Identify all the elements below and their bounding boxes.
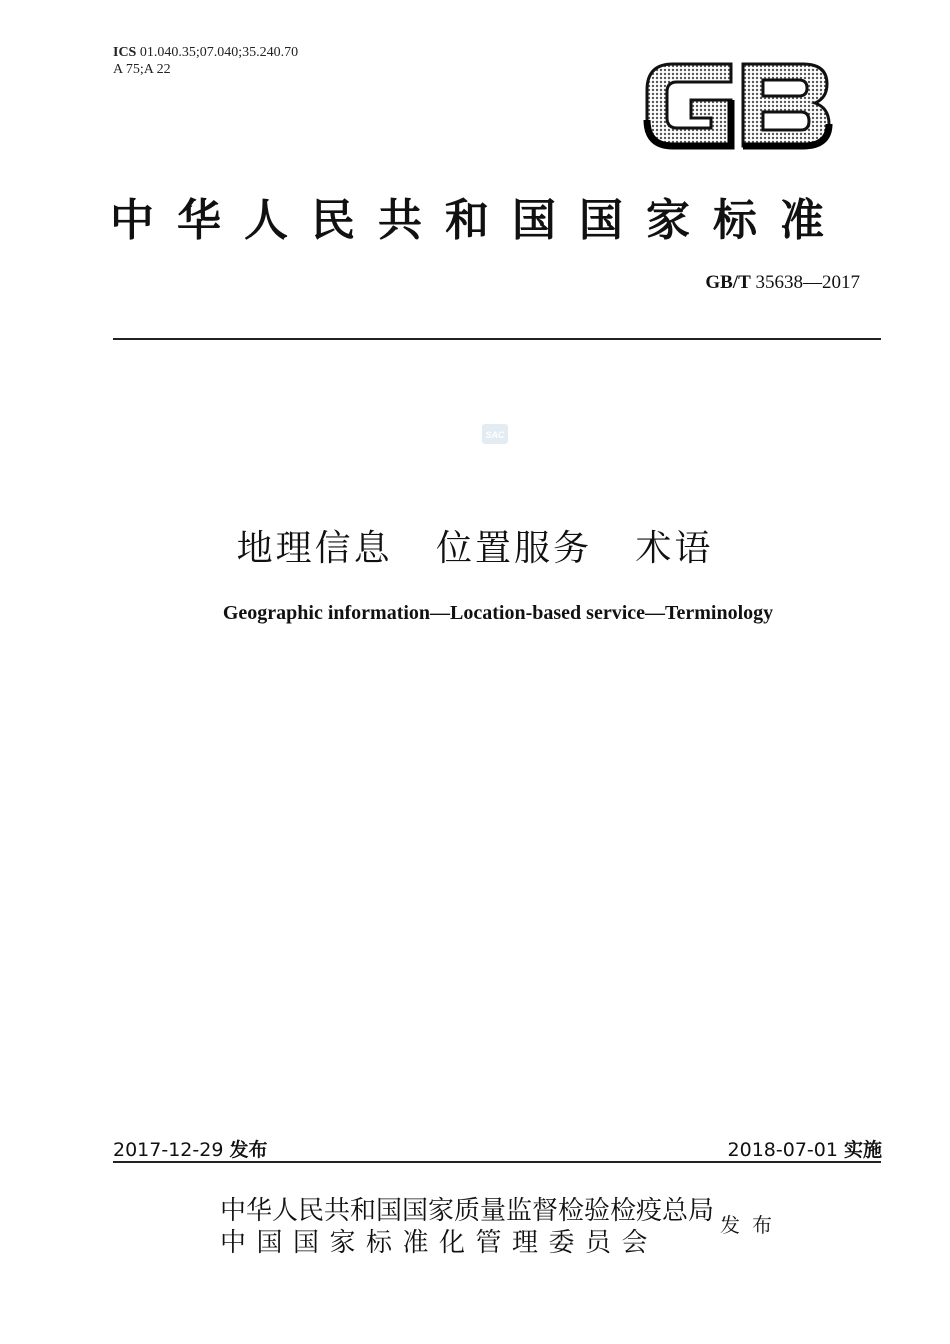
standard-number bbox=[620, 272, 860, 294]
top-divider bbox=[113, 338, 881, 340]
implementation-date bbox=[600, 1135, 882, 1162]
issuer-aqsiq: 中华人民共和国国家质量监督检验检疫总局 bbox=[220, 1196, 715, 1226]
ics-line bbox=[113, 44, 298, 61]
document-title-chinese: 地理信息 位置服务 术语 bbox=[236, 528, 714, 569]
gb-logo-icon bbox=[643, 56, 833, 154]
ics-label: ICS bbox=[113, 45, 137, 60]
issue-date-value: 2017-12-29 bbox=[113, 1139, 224, 1161]
sac-watermark-text: SAC bbox=[485, 430, 505, 440]
implementation-date-label: 实施 bbox=[843, 1139, 882, 1161]
issue-date bbox=[113, 1135, 267, 1162]
standard-number-prefix: GB/T bbox=[705, 272, 751, 293]
sac-watermark-icon bbox=[481, 423, 509, 445]
national-standard-title: 中华人民共和国国家标准 bbox=[110, 195, 847, 246]
ccs-codes: A 75;A 22 bbox=[113, 62, 171, 77]
document-title-english: Geographic information—Location-based service—Terminology bbox=[222, 602, 774, 624]
bottom-divider bbox=[113, 1161, 881, 1163]
issue-date-label: 发布 bbox=[229, 1139, 268, 1161]
ics-codes: 01.040.35;07.040;35.240.70 bbox=[139, 45, 299, 60]
implementation-date-value: 2018-07-01 bbox=[727, 1139, 838, 1161]
issuer-sac: 中国国家标准化管理委员会 bbox=[220, 1228, 659, 1258]
classification-codes bbox=[113, 44, 298, 78]
publish-label: 发布 bbox=[720, 1213, 784, 1237]
standard-number-value: 35638—2017 bbox=[755, 272, 860, 293]
